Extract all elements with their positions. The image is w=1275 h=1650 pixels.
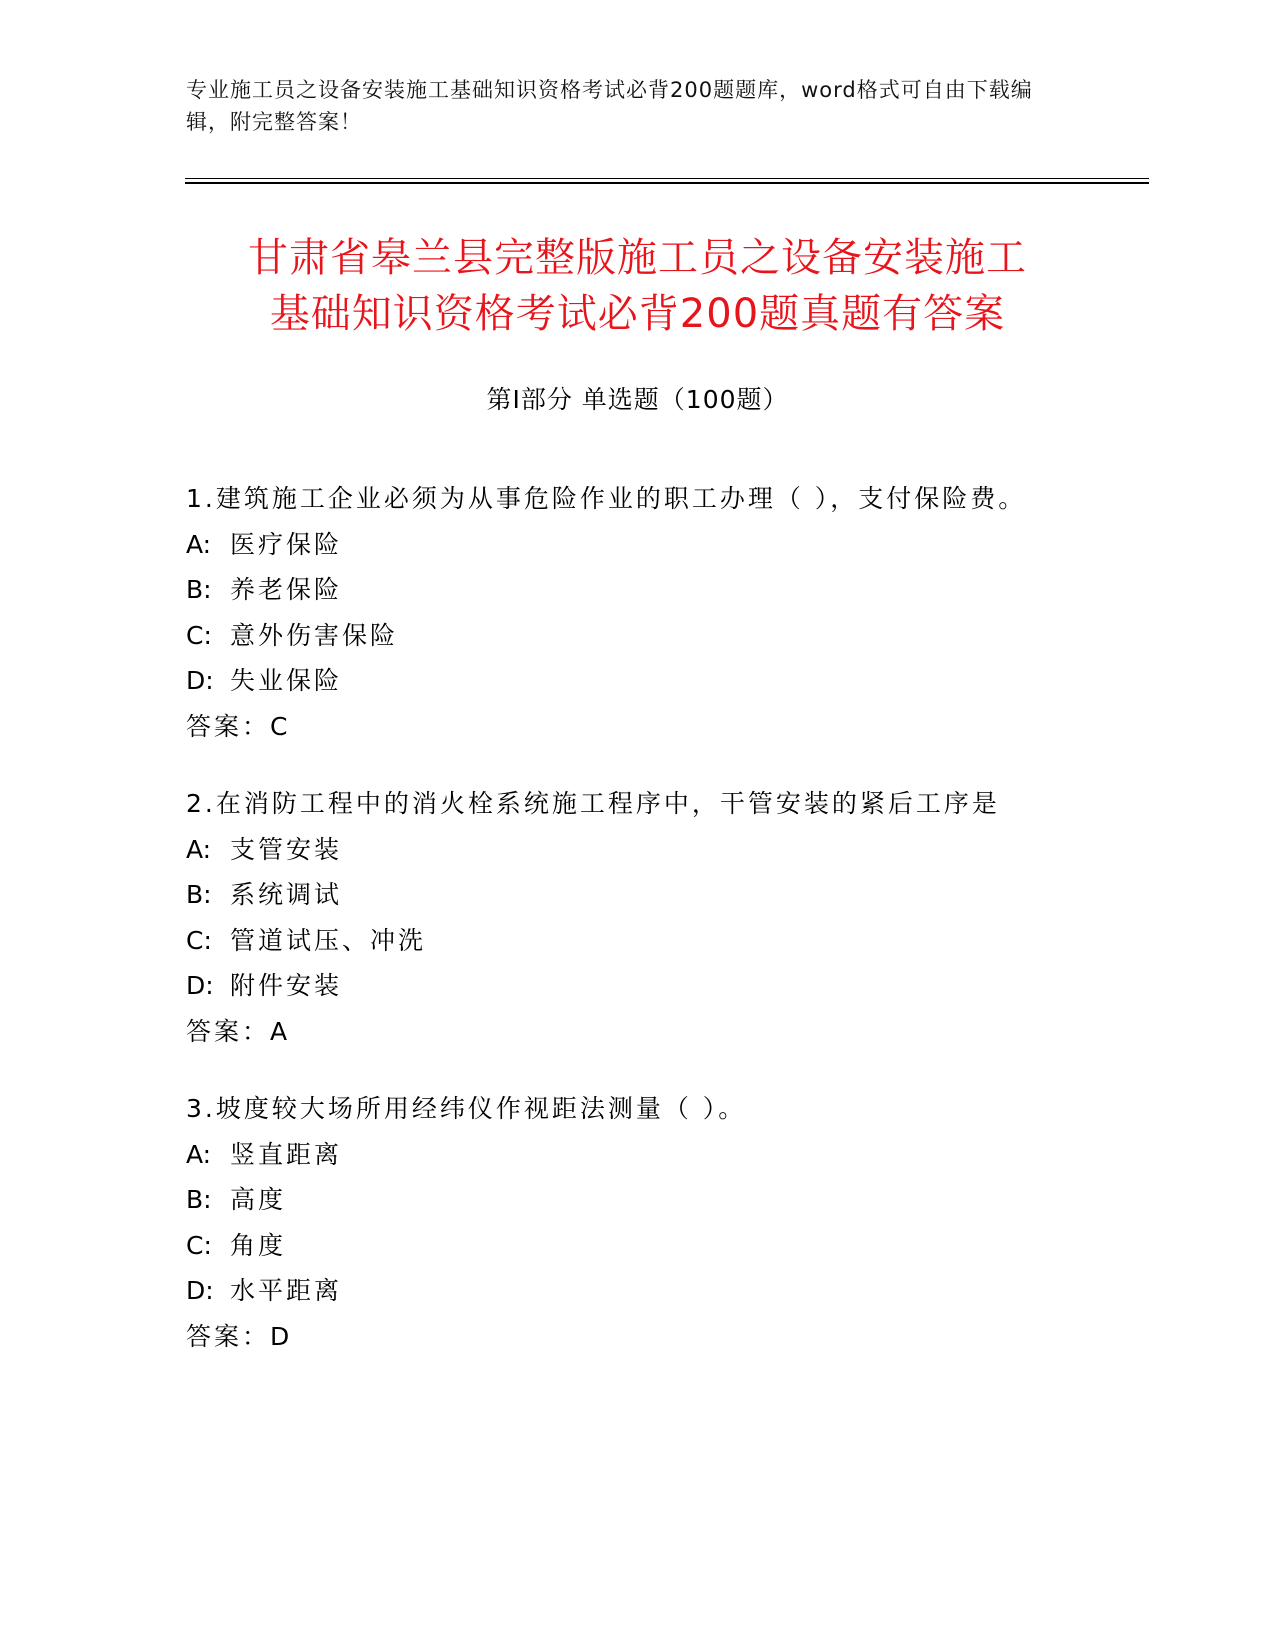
option-text: 养老保险 (230, 575, 343, 604)
question-list (186, 476, 1086, 1391)
option-a (186, 1132, 1086, 1178)
question-stem: 3.坡度较大场所用经纬仪作视距法测量（ ）。 (186, 1094, 747, 1123)
option-text: 管道试压、冲洗 (230, 925, 427, 955)
document-title-line-1: 甘肃省皋兰县完整版施工员之设备安装施工 (248, 235, 1027, 281)
option-d (186, 963, 1086, 1009)
header-divider-thick (185, 182, 1149, 184)
answer-line: 答案：D (186, 1321, 293, 1351)
option-key: A: (186, 529, 212, 559)
option-text: 系统调试 (230, 880, 343, 909)
option-c (186, 918, 1086, 964)
section-heading: 第Ⅰ部分 单选题（100题） (486, 385, 789, 414)
option-text: 医疗保险 (230, 529, 343, 559)
question-stem: 1.建筑施工企业必须为从事危险作业的职工办理（ ），支付保险费。 (186, 484, 1027, 513)
option-key: B: (186, 880, 212, 909)
option-key: B: (186, 575, 212, 604)
option-text: 竖直距离 (230, 1139, 343, 1169)
option-text: 水平距离 (230, 1276, 343, 1305)
option-text: 支管安装 (230, 834, 343, 864)
question-stem: 2.在消防工程中的消火栓系统施工程序中，干管安装的紧后工序是 (186, 789, 1000, 818)
document-title (120, 230, 1155, 342)
option-c (186, 613, 1086, 659)
option-c (186, 1223, 1086, 1269)
question-3 (186, 1086, 1086, 1359)
header-note: 专业施工员之设备安装施工基础知识资格考试必背200题题库，word格式可自由下载编辑，附完整答案！ (186, 78, 1033, 134)
option-key: C: (186, 620, 212, 650)
answer-line: 答案：C (186, 711, 291, 741)
option-text: 角度 (230, 1230, 287, 1260)
option-key: C: (186, 1230, 212, 1260)
option-text: 失业保险 (230, 666, 343, 695)
option-text: 高度 (230, 1185, 287, 1214)
option-key: D: (186, 666, 214, 695)
answer-line: 答案：A (186, 1016, 291, 1046)
option-b (186, 1177, 1086, 1223)
option-key: B: (186, 1185, 212, 1214)
option-key: A: (186, 834, 212, 864)
option-key: D: (186, 971, 214, 1000)
option-d (186, 1268, 1086, 1314)
document-title-line-2: 基础知识资格考试必背200题真题有答案 (269, 291, 1006, 337)
option-a (186, 522, 1086, 568)
option-key: C: (186, 925, 212, 955)
option-key: D: (186, 1276, 214, 1305)
question-2 (186, 781, 1086, 1054)
question-1 (186, 476, 1086, 749)
option-text: 附件安装 (230, 971, 343, 1000)
option-key: A: (186, 1139, 212, 1169)
header-divider-thin (185, 178, 1149, 179)
option-a (186, 827, 1086, 873)
option-text: 意外伤害保险 (230, 620, 399, 650)
option-d (186, 658, 1086, 704)
option-b (186, 567, 1086, 613)
option-b (186, 872, 1086, 918)
